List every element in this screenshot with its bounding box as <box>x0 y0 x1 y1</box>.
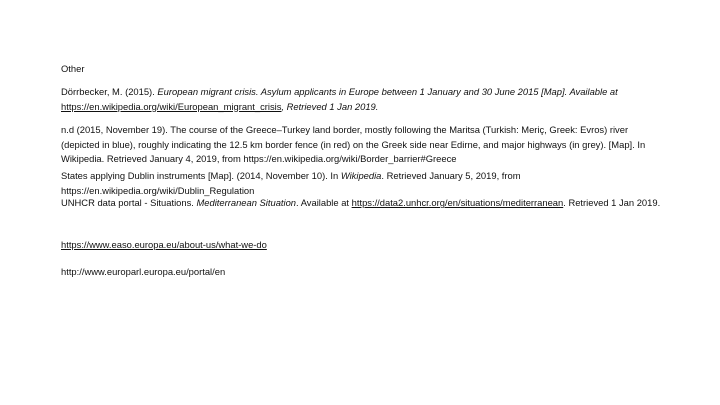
reference-dorrbecker <box>61 85 661 114</box>
ref-available: . Available at <box>564 86 618 97</box>
ref-title: European migrant crisis. Asylum applicants in Europe between 1 January and 30 June 2015 [Map] <box>157 86 565 97</box>
easo-link[interactable]: https://www.easo.europa.eu/about-us/what-we-do <box>61 239 267 250</box>
ref-tail: . Retrieved January 5, 2019, from https://en.wikipedia.org/wiki/Dublin_Regulation <box>61 170 521 196</box>
reference-europarl: http://www.europarl.europa.eu/portal/en <box>61 266 226 277</box>
ref-retrieved: . Retrieved 1 Jan 2019. <box>563 197 661 208</box>
ref-source: Wikipedia <box>340 170 382 181</box>
reference-greece-turkey-border: n.d (2015, November 19). The course of the Greece–Turkey land border, mostly following the Maritsa (Turkish: Meriç, Greek: Evros) river (depicted in blue), roughly indicating the 12.5 km border fence (in red) on the Greek side near Edirne, and major highways (in grey). [Map]. In Wikipedia. Retrieved January 4, 2019, from https://en.wikipedia.org/wiki/Border_barrier#Greece <box>61 124 646 165</box>
reference-easo <box>61 238 661 253</box>
ref-author-year: Dörrbecker, M. (2015). <box>61 86 158 97</box>
reference-unhcr <box>61 196 661 211</box>
reference-dublin-instruments <box>61 169 661 198</box>
ref-link[interactable]: https://en.wikipedia.org/wiki/European_migrant_crisis <box>61 100 282 112</box>
ref-lead: States applying Dublin instruments [Map]. (2014, November 10). In <box>61 170 341 181</box>
ref-retrieved: , Retrieved 1 Jan 2019. <box>281 100 379 112</box>
ref-available: . Available at <box>296 197 352 208</box>
ref-lead: UNHCR data portal - Situations. <box>61 197 197 208</box>
ref-title: Mediterranean Situation <box>196 197 297 208</box>
ref-link[interactable]: https://data2.unhcr.org/en/situations/mediterranean <box>351 197 564 208</box>
section-heading: Other <box>61 63 85 74</box>
